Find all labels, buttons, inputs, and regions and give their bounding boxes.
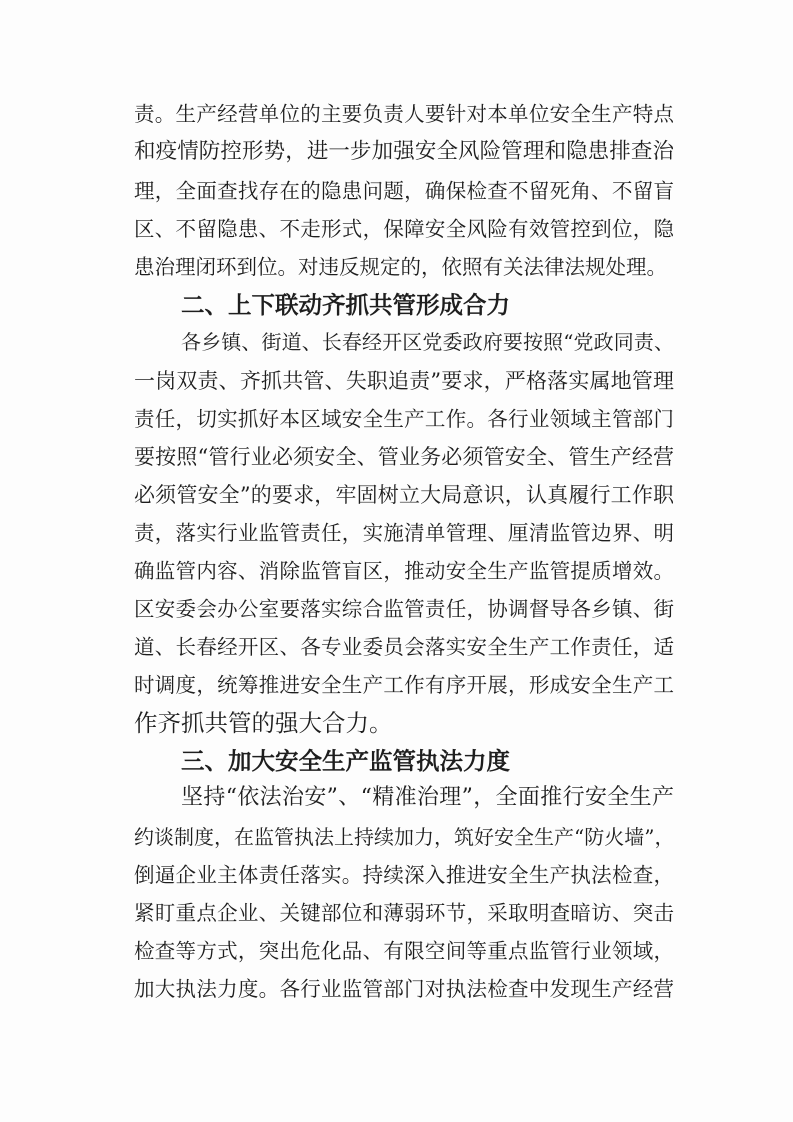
body-line: 一岗双责、齐抓共管、失职追责”要求，严格落实属地管理 <box>134 369 674 393</box>
body-line: 加大执法力度。各行业监管部门对执法检查中发现生产经营 <box>134 977 674 1001</box>
paragraph-first-line: 坚持“依法治安”、“精准治理”，全面推行安全生产 <box>181 785 674 810</box>
body-line: 作齐抓共管的强大合力。 <box>134 709 393 737</box>
body-line: 道、长春经开区、各专业委员会落实安全生产工作责任，适 <box>134 635 674 659</box>
body-line: 区、不留隐患、不走形式，保障安全风险有效管控到位，隐 <box>134 217 674 241</box>
body-line: 和疫情防控形势，进一步加强安全风险管理和隐患排查治 <box>134 139 674 164</box>
body-line: 确监管内容、消除监管盲区，推动安全生产监管提质增效。 <box>134 559 674 583</box>
body-line: 倒逼企业主体责任落实。持续深入推进安全生产执法检查， <box>134 863 674 887</box>
body-line: 要按照“管行业必须安全、管业务必须管安全、管生产经营 <box>134 445 674 469</box>
section-heading-2: 二、上下联动齐抓共管形成合力 <box>181 291 510 319</box>
paragraph-first-line: 各乡镇、街道、长春经开区党委政府要按照“党政同责、 <box>181 330 674 354</box>
body-line: 责。生产经营单位的主要负责人要针对本单位安全生产特点 <box>134 102 674 126</box>
body-line: 责，落实行业监管责任，实施清单管理、厘清监管边界、明 <box>134 521 674 545</box>
body-line: 约谈制度，在监管执法上持续加力，筑好安全生产“防火墙”， <box>134 825 674 849</box>
body-line: 理，全面查找存在的隐患问题，确保检查不留死角、不留盲 <box>134 179 674 203</box>
body-line: 时调度，统筹推进安全生产工作有序开展，形成安全生产工 <box>134 673 674 697</box>
body-line: 紧盯重点企业、关键部位和薄弱环节，采取明查暗访、突击 <box>134 901 674 925</box>
body-line: 检查等方式，突出危化品、有限空间等重点监管行业领域， <box>134 939 674 963</box>
section-heading-3: 三、加大安全生产监管执法力度 <box>181 747 510 775</box>
body-line: 区安委会办公室要落实综合监管责任，协调督导各乡镇、街 <box>134 597 674 621</box>
body-line: 必须管安全”的要求，牢固树立大局意识，认真履行工作职 <box>134 483 674 507</box>
body-line: 责任，切实抓好本区域安全生产工作。各行业领域主管部门 <box>134 407 674 431</box>
body-line: 患治理闭环到位。对违反规定的，依照有关法律法规处理。 <box>134 255 667 279</box>
